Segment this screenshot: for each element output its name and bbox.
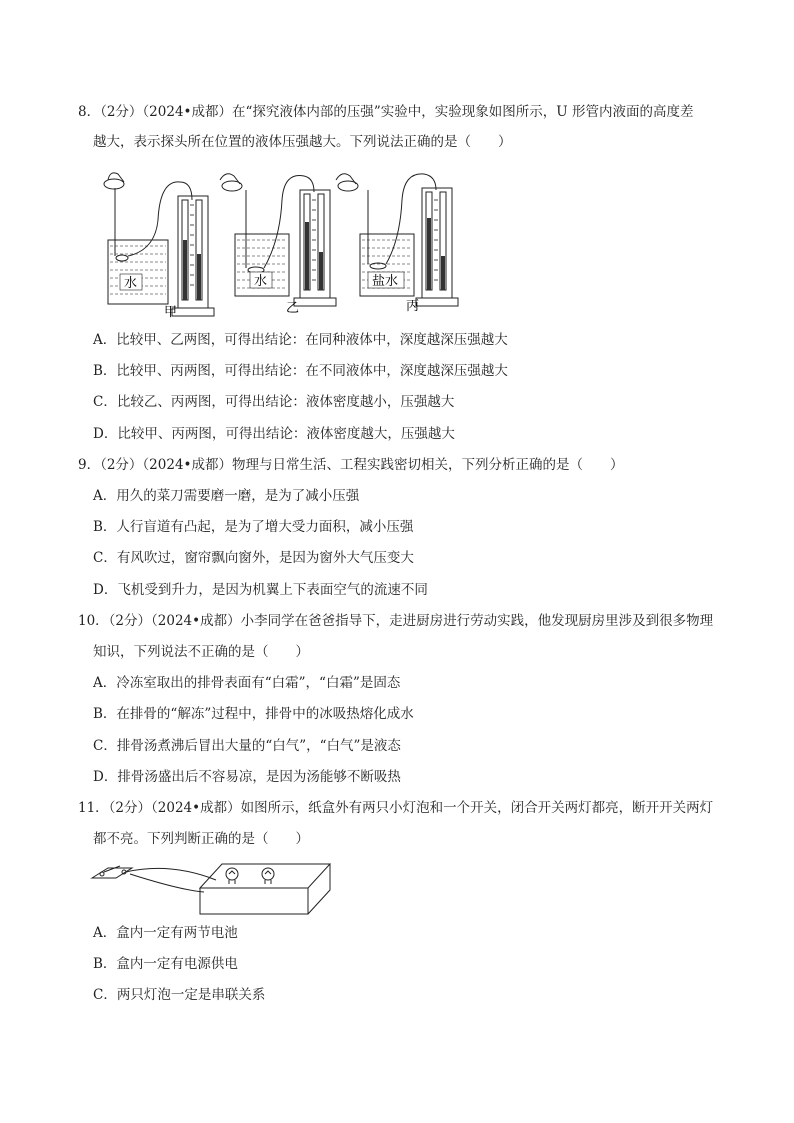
u-tube-liquid-left (183, 240, 187, 300)
caption-jia: 甲 (164, 305, 178, 320)
u-tube-liquid-right (197, 254, 201, 300)
q9-option-b[interactable]: B．人行盲道有凸起，是为了增大受力面积，减小压强 (93, 519, 414, 535)
q8-stem-line1: 8．（2分）（2024•成都）在“探究液体内部的压强”实验中，实验现象如图所示，U 形管内液面的高度差 (78, 104, 694, 120)
q8-option-c[interactable]: C．比较乙、丙两图，可得出结论：液体密度越小，压强越大 (93, 394, 455, 410)
u-tube-liquid-left (427, 218, 431, 290)
bulb-icon (226, 868, 238, 884)
q10-stem-line1: 10．（2分）（2024•成都）小李同学在爸爸指导下，走进厨房进行劳动实践，他发现厨房里涉及到很多物理 (78, 613, 714, 629)
q10-option-a[interactable]: A．冷冻室取出的排骨表面有“白霜”，“白霜”是固态 (93, 675, 401, 691)
q9-option-c[interactable]: C．有风吹过，窗帘飘向窗外，是因为窗外大气压变大 (93, 550, 414, 566)
caption-bing: 丙 (406, 299, 420, 314)
caption-yi: 乙 (286, 301, 300, 316)
q11-option-b[interactable]: B．盒内一定有电源供电 (93, 956, 238, 972)
setup-yi (220, 174, 336, 306)
q10-option-b[interactable]: B．在排骨的“解冻”过程中，排骨中的冰吸热熔化成水 (93, 706, 414, 722)
q8-stem-line2: 越大，表示探头所在位置的液体压强越大。下列说法正确的是（ ） (93, 134, 512, 150)
bulb-icon (262, 868, 274, 884)
liquid-label-jia: 水 (124, 276, 138, 291)
q8-option-d[interactable]: D．比较甲、丙两图，可得出结论：液体密度越大，压强越大 (93, 426, 455, 442)
q11-option-c[interactable]: C．两只灯泡一定是串联关系 (93, 987, 266, 1003)
liquid-label-bing: 盐水 (372, 274, 399, 289)
q10-stem-line2: 知识，下列说法不正确的是（ ） (93, 644, 309, 660)
q10-option-c[interactable]: C．排骨汤煮沸后冒出大量的“白气”，“白气”是液态 (93, 738, 401, 754)
q9-option-a[interactable]: A．用久的菜刀需要磨一磨，是为了减小压强 (93, 488, 360, 504)
liquid-label-yi: 水 (254, 274, 268, 289)
u-tube-liquid-left (305, 222, 309, 290)
q8-option-a[interactable]: A．比较甲、乙两图，可得出结论：在同种液体中，深度越深压强越大 (93, 332, 508, 348)
q10-option-d[interactable]: D．排骨汤盛出后不容易凉，是因为汤能够不断吸热 (93, 769, 401, 785)
u-tube-liquid-right (441, 256, 445, 290)
circuit-box-figure (90, 856, 340, 916)
pressure-experiment-figure (100, 160, 480, 320)
q8-option-b[interactable]: B．比较甲、丙两图，可得出结论：在不同液体中，深度越深压强越大 (93, 363, 508, 379)
q11-option-a[interactable]: A．盒内一定有两节电池 (93, 925, 238, 941)
q9-option-d[interactable]: D．飞机受到升力，是因为机翼上下表面空气的流速不同 (93, 582, 428, 598)
q9-stem-line1: 9．（2分）（2024•成都）物理与日常生活、工程实践密切相关，下列分析正确的是（ ） (78, 457, 624, 473)
q11-stem-line2: 都不亮。下列判断正确的是（ ） (93, 831, 309, 847)
u-tube-liquid-right (319, 252, 323, 290)
q11-stem-line1: 11．（2分）（2024•成都）如图所示，纸盒外有两只小灯泡和一个开关，闭合开关两灯都亮，断开开关两灯 (78, 800, 714, 816)
